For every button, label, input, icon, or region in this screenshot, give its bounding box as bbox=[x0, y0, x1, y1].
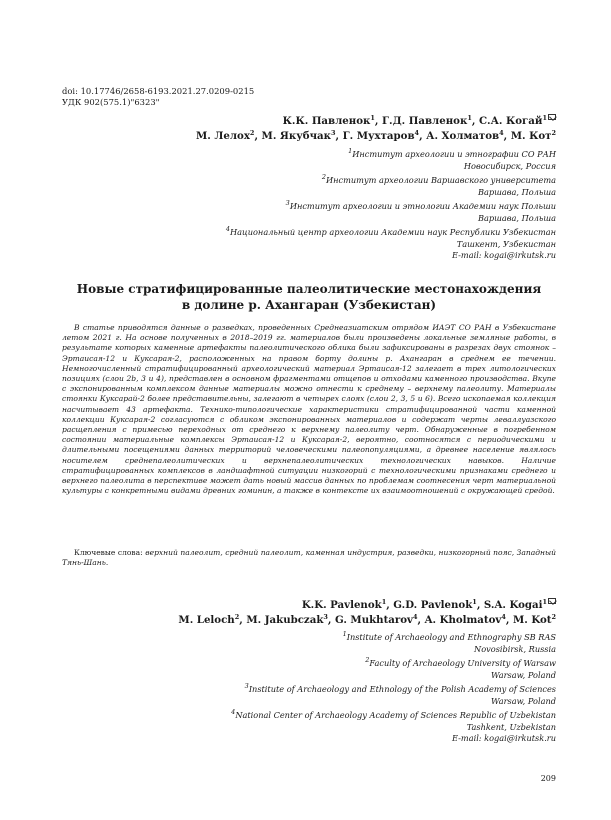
affiliation-line: Novosibirsk, Russia bbox=[474, 643, 556, 654]
affiliation-line: Варшава, Польша bbox=[477, 186, 556, 197]
keywords-label: Ключевые слова: bbox=[74, 548, 146, 557]
affiliation-line: $^2$Faculty of Archaeology University of Warsaw bbox=[365, 656, 556, 668]
keywords-ru bbox=[62, 548, 556, 568]
affiliation-line: $^1$Институт археологии и этнографии СО РАН bbox=[348, 147, 556, 159]
affiliation-line: Warsaw, Poland bbox=[491, 669, 556, 680]
doi-line: doi: 10.17746/2658-6193.2021.27.0209-0215 bbox=[62, 86, 255, 96]
affiliations-ru bbox=[226, 146, 556, 262]
envelope-icon bbox=[548, 598, 556, 604]
keywords-text: верхний палеолит, средний палеолит, каменная индустрия, разведки, низкогорный пояс, Западный Тянь-Шань. bbox=[62, 548, 556, 568]
page-number: 209 bbox=[540, 774, 556, 783]
affiliations-en bbox=[231, 629, 556, 745]
envelope-icon bbox=[548, 114, 556, 120]
article-metadata bbox=[62, 86, 254, 109]
affiliation-line: Варшава, Польша bbox=[477, 212, 556, 223]
affiliation-line: Новосибирск, Россия bbox=[463, 160, 556, 171]
authors-ru-line2: М. Лелох$^2$, М. Якубчак$^3$, Г. Мухтаров$^4$, А. Холматов$^4$, М. Кот$^2$ bbox=[196, 129, 556, 142]
article-title: Новые стратифицированные палеолитические местонахождения в долине р. Ахангаран (Узбекистан) bbox=[76, 282, 542, 312]
email-line: E-mail: kogai@irkutsk.ru bbox=[452, 733, 556, 743]
affiliation-line: $^4$Национальный центр археологии Академии наук Республики Узбекистан bbox=[225, 225, 556, 237]
affiliation-line: Ташкент, Узбекистан bbox=[456, 238, 556, 249]
affiliation-line: $^3$Institute of Archaeology and Ethnology of the Polish Academy of Sciences bbox=[244, 682, 556, 694]
authors-en-line1: K.K. Pavlenok$^1$, G.D. Pavlenok$^1$, S.A. Kogai$^1$ bbox=[302, 595, 556, 613]
affiliation-line: Warsaw, Poland bbox=[491, 695, 556, 706]
authors-en-line2: M. Leloch$^2$, M. Jakubczak$^3$, G. Mukhtarov$^4$, A. Kholmatov$^4$, M. Kot$^2$ bbox=[178, 613, 556, 626]
udk-line: УДК 902(575.1)"6323" bbox=[62, 97, 160, 108]
affiliation-line: $^3$Институт археологии и этнологии Академии наук Польши bbox=[285, 199, 556, 211]
abstract-ru: В статье приводятся данные о разведках, проведенных Среднеазиатским отрядом ИАЭТ СО РАН в Узбекистане летом 2021 г. На основе полученных в 2018–2019 гг. материалов были произведены локальные земляные работы, в результате которых каменные артефакты палеолитического облика были зафиксированы в разрезах двух стоянок – Эртаисая-12 и Куксарая-2, расположенных на правом борту долины р. Ахангаран в среднем ее течении. Немногочисленный стратифицированный археологический материал Эртаисая-12 залегает в трех литологических позициях (слои 2b, 3 и 4), представлен в основном фрагментами отщепов и отходами каменного производства. Вкупе с экспонированным комплексом данные материалы можно отнести к среднему – верхнему палеолиту. Материалы стоянки Куксарай-2 более представительны, залегают в четырех слоях (слои 2, 3, 5 и 6). Всего ископаемая коллекция насчитывает 43 артефакта. Технико-типологические характеристики стратифицированной части каменной коллекции Куксарая-2 согласуются с обликом экспонированных материалов и содержат черты леваллуазского расщепления с примесью переходных от среднего к верхнему палеолиту черт. Обнаруженные в погребенном состоянии материальные комплексы Эртаисая-12 и Куксарая-2, вероятно, соотносятся с периодическими и длительными посещениями данных территорий человеческими палеопопуляциями, а древнее население являлось носителем среднепалеолитических и верхнепалеолитических технологических навыков. Наличие стратифицированных комплексов в ландшафтной ситуации низкогорий с технологическими признаками среднего и верхнего палеолита в перспективе может дать новый массив данных по проблемам соотнесения черт материальной культуры с конкретными видами древних гоминин, а также в контексте их взаимоотношений с окружающей средой. bbox=[62, 323, 556, 496]
affiliation-line: $^4$National Center of Archaeology Academy of Sciences Republic of Uzbekistan bbox=[231, 708, 556, 720]
affiliation-line: Tashkent, Uzbekistan bbox=[466, 721, 556, 732]
affiliation-line: $^2$Институт археологии Варшавского университета bbox=[321, 173, 556, 185]
authors-ru-line1: К.К. Павленок$^1$, Г.Д. Павленок$^1$, С.А. Когай$^1$ bbox=[283, 111, 556, 129]
affiliation-line: $^1$Institute of Archaeology and Ethnography SB RAS bbox=[342, 630, 556, 642]
email-line: E-mail: kogai@irkutsk.ru bbox=[452, 250, 556, 260]
